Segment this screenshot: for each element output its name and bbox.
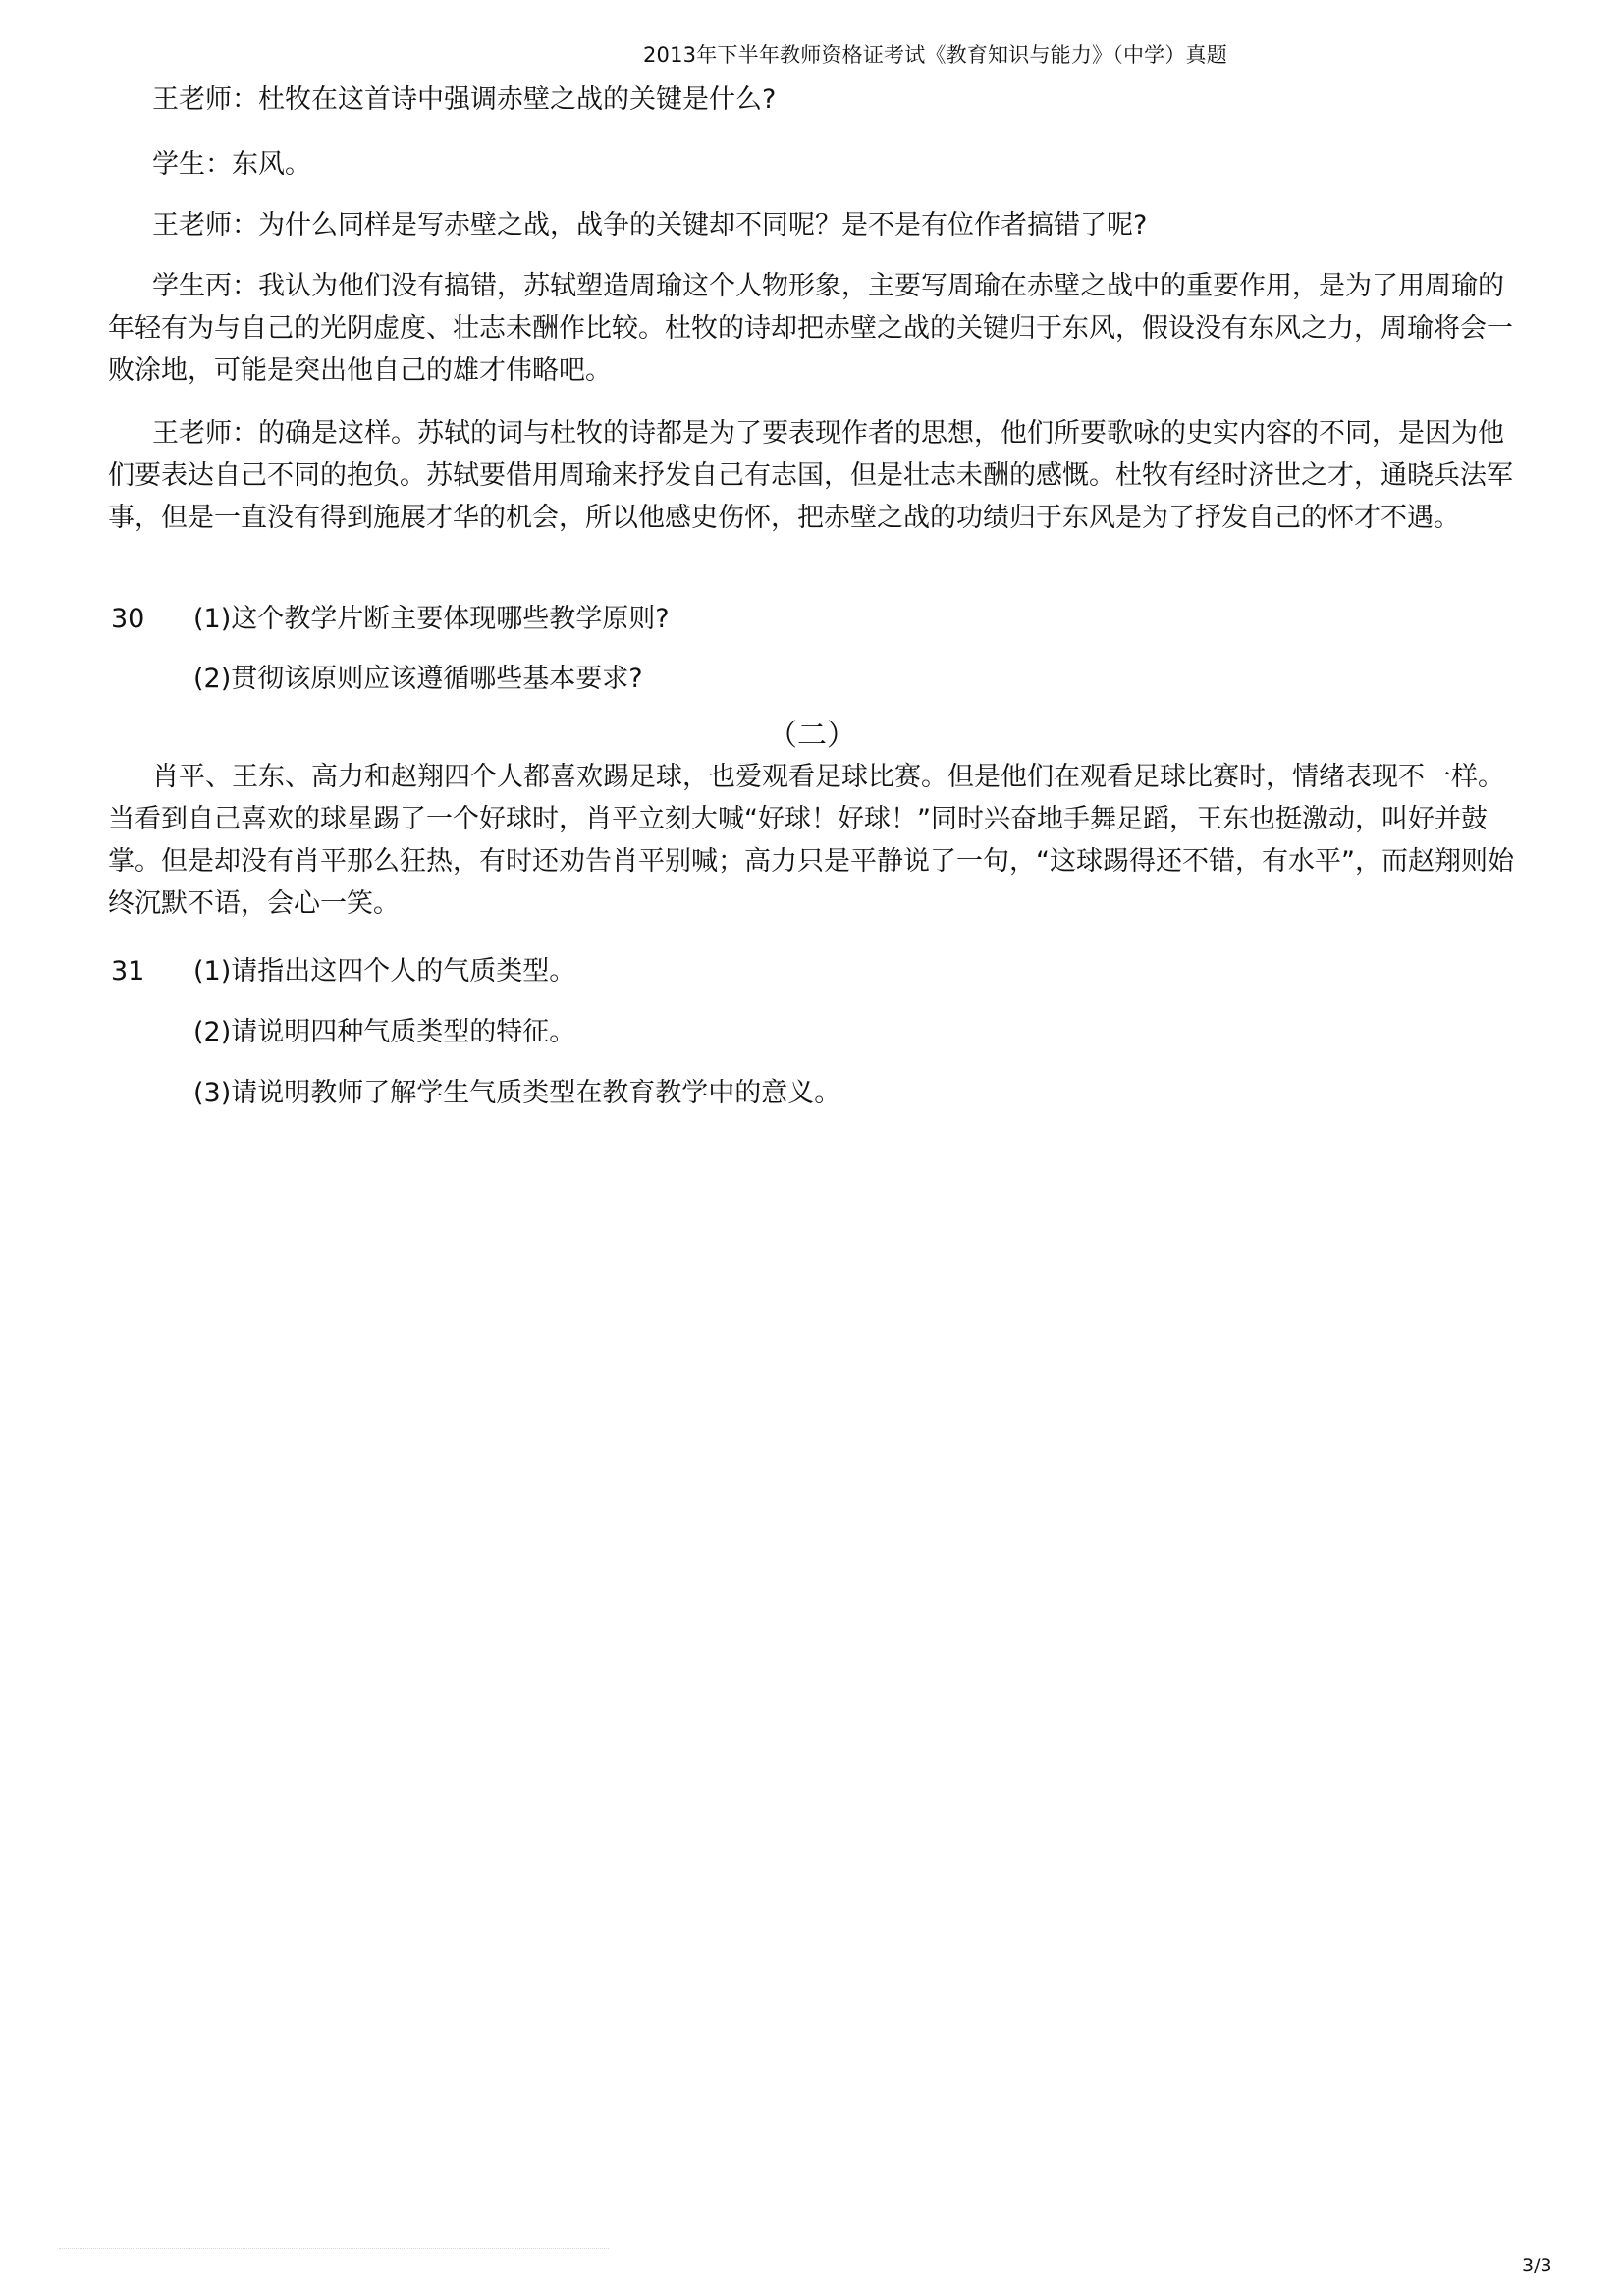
question-31-item-3: (3)请说明教师了解学生气质类型在教育教学中的意义。 [193,1078,841,1108]
question-31-number: 31 [111,956,145,987]
dialogue-line-4: 学生丙：我认为他们没有搞错，苏轼塑造周瑜这个人物形象，主要写周瑜在赤壁之战中的重要作用，是为了用周瑜的年轻有为与自己的光阴虚度、壮志未酬作比较。杜牧的诗却把赤壁之战的关键归于东风，假设没有东风之力，周瑜将会一败涂地，可能是突出他自己的雄才伟略吧。 [108,271,1513,386]
dialogue-line-2: 学生：东风。 [152,149,311,180]
dialogue-line-3: 王老师：为什么同样是写赤壁之战，战争的关键却不同呢？是不是有位作者搞错了呢? [152,210,1148,240]
scan-artifact [59,2248,609,2255]
page-number: 3/3 [1522,2255,1552,2276]
question-30-number: 30 [111,604,145,634]
dialogue-line-1: 王老师：杜牧在这首诗中强调赤壁之战的关键是什么? [152,84,777,115]
question-31-item-1: (1)请指出这四个人的气质类型。 [193,956,576,987]
case-passage: 肖平、王东、高力和赵翔四个人都喜欢踢足球，也爱观看足球比赛。但是他们在观看足球比赛时，情绪表现不一样。当看到自己喜欢的球星踢了一个好球时，肖平立刻大喊“好球！好球！”同时兴奋地手舞足蹈，王东也挺激动，叫好并鼓掌。但是却没有肖平那么狂热，有时还劝告肖平别喊；高力只是平静说了一句，“这球踢得还不错，有水平”，而赵翔则始终沉默不语，会心一笑。 [108,762,1514,919]
page-header: 2013年下半年教师资格证考试《教育知识与能力》（中学）真题 [643,43,1227,67]
question-30-item-1: (1)这个教学片断主要体现哪些教学原则? [193,604,670,634]
dialogue-line-5: 王老师：的确是这样。苏轼的词与杜牧的诗都是为了要表现作者的思想，他们所要歌咏的史实内容的不同，是因为他们要表达自己不同的抱负。苏轼要借用周瑜来抒发自己有志国，但是壮志未酬的感慨。杜牧有经时济世之才，通晓兵法军事，但是一直没有得到施展才华的机会，所以他感史伤怀，把赤壁之战的功绩归于东风是为了抒发自己的怀才不遇。 [108,418,1513,533]
section-heading: （二） [768,719,856,753]
question-31-item-2: (2)请说明四种气质类型的特征。 [193,1017,576,1047]
question-30-item-2: (2)贯彻该原则应该遵循哪些基本要求? [193,664,643,694]
